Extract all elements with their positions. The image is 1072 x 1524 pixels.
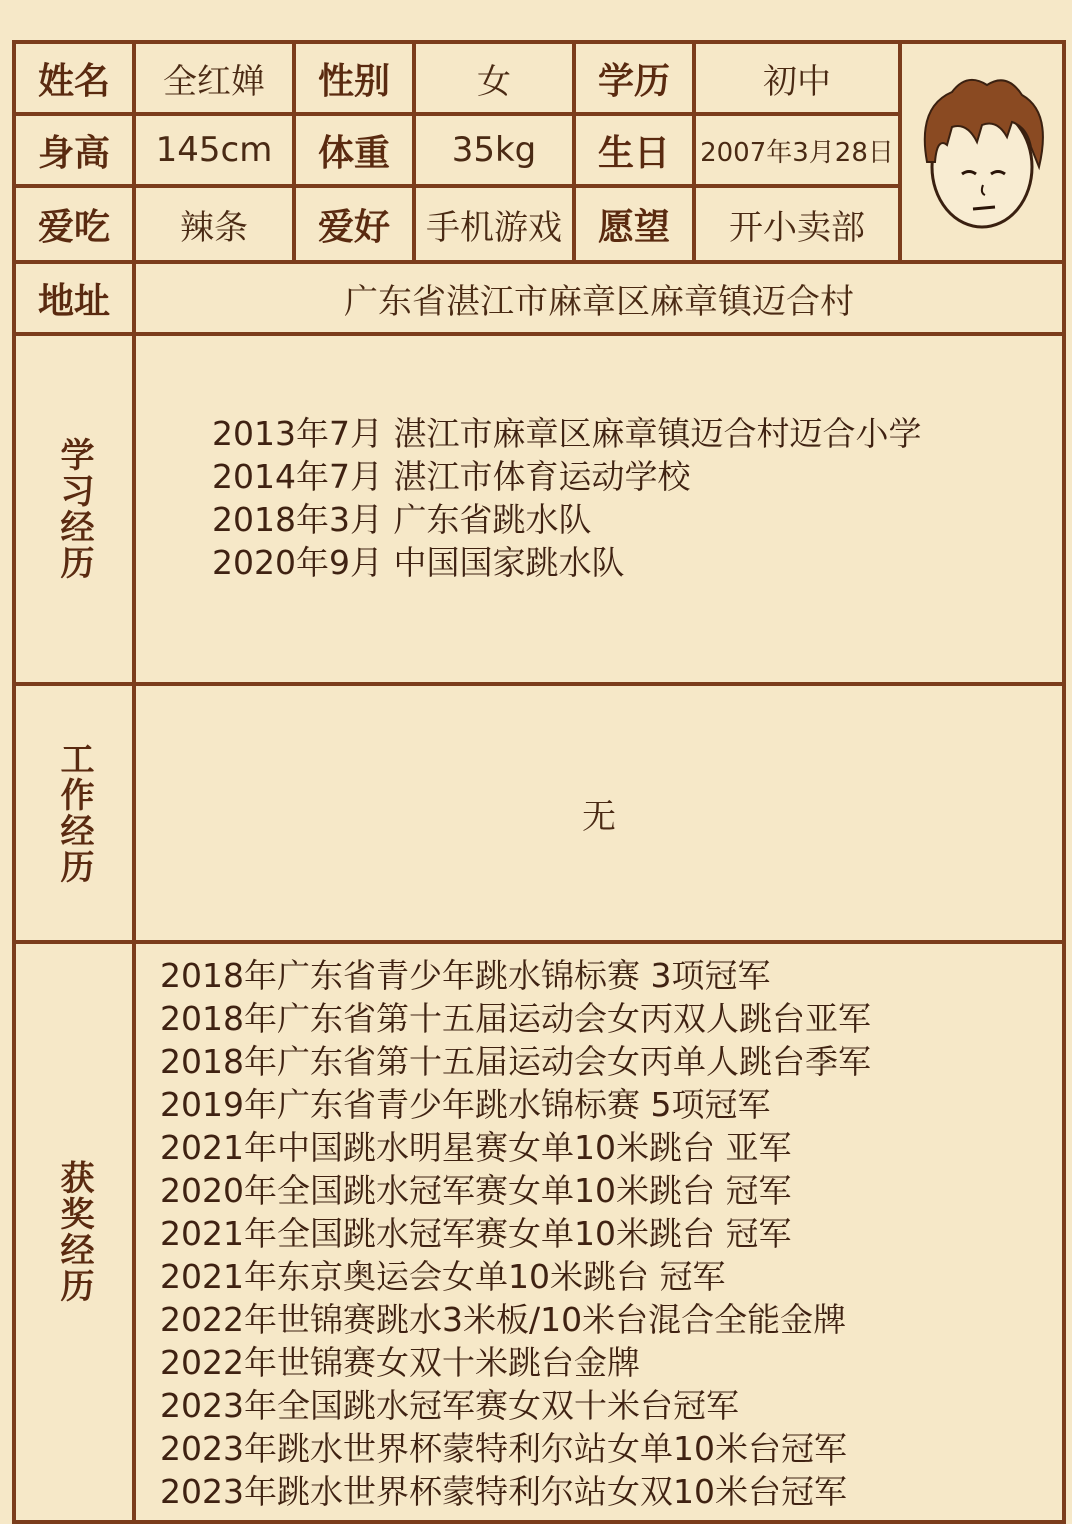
study-label: 学习经历 (54, 437, 94, 581)
list-item: 2023年全国跳水冠军赛女双十米台冠军 (160, 1386, 739, 1425)
awards-label: 获奖经历 (54, 1160, 94, 1304)
list-item: 2020年全国跳水冠军赛女单10米跳台 冠军 (160, 1171, 792, 1210)
list-item: 2018年广东省第十五届运动会女丙双人跳台亚军 (160, 999, 871, 1038)
hobby-label: 爱好 (294, 186, 414, 262)
list-item: 2023年跳水世界杯蒙特利尔站女双10米台冠军 (160, 1472, 847, 1511)
name-label: 姓名 (14, 42, 134, 114)
list-item: 2013年7月 湛江市麻章区麻章镇迈合村迈合小学 (212, 414, 922, 453)
list-item: 2021年东京奥运会女单10米跳台 冠军 (160, 1257, 726, 1296)
gender-value: 女 (414, 42, 574, 114)
food-value: 辣条 (134, 186, 294, 262)
list-item: 2021年中国跳水明星赛女单10米跳台 亚军 (160, 1128, 792, 1167)
study-list (136, 336, 1062, 584)
work-label: 工作经历 (54, 741, 94, 885)
cartoon-face-icon (907, 67, 1057, 237)
education-label: 学历 (574, 42, 694, 114)
weight-label: 体重 (294, 114, 414, 186)
avatar-cell (900, 42, 1064, 262)
study-history (134, 334, 1064, 684)
list-item: 2018年广东省第十五届运动会女丙单人跳台季军 (160, 1042, 871, 1081)
profile-card (12, 40, 1066, 1524)
awards-label-cell (14, 942, 134, 1522)
list-item: 2022年世锦赛跳水3米板/10米台混合全能金牌 (160, 1300, 847, 1339)
food-label: 爱吃 (14, 186, 134, 262)
address-label: 地址 (14, 262, 134, 334)
list-item: 2018年广东省青少年跳水锦标赛 3项冠军 (160, 956, 771, 995)
education-value: 初中 (694, 42, 900, 114)
list-item: 2019年广东省青少年跳水锦标赛 5项冠军 (160, 1085, 771, 1124)
birthday-value: 2007年3月28日 (694, 114, 900, 186)
height-label: 身高 (14, 114, 134, 186)
work-value: 无 (134, 684, 1064, 942)
gender-label: 性别 (294, 42, 414, 114)
list-item: 2022年世锦赛女双十米跳台金牌 (160, 1343, 640, 1382)
awards-list (136, 944, 1062, 1513)
list-item: 2021年全国跳水冠军赛女单10米跳台 冠军 (160, 1214, 792, 1253)
hobby-value: 手机游戏 (414, 186, 574, 262)
birthday-label: 生日 (574, 114, 694, 186)
wish-label: 愿望 (574, 186, 694, 262)
list-item: 2014年7月 湛江市体育运动学校 (212, 457, 691, 496)
study-label-cell (14, 334, 134, 684)
list-item: 2023年跳水世界杯蒙特利尔站女单10米台冠军 (160, 1429, 847, 1468)
avatar (902, 67, 1062, 237)
address-value: 广东省湛江市麻章区麻章镇迈合村 (134, 262, 1064, 334)
height-value: 145cm (134, 114, 294, 186)
awards-history (134, 942, 1064, 1522)
list-item: 2020年9月 中国国家跳水队 (212, 543, 625, 582)
name-value: 全红婵 (134, 42, 294, 114)
work-label-cell (14, 684, 134, 942)
wish-value: 开小卖部 (694, 186, 900, 262)
list-item: 2018年3月 广东省跳水队 (212, 500, 592, 539)
weight-value: 35kg (414, 114, 574, 186)
